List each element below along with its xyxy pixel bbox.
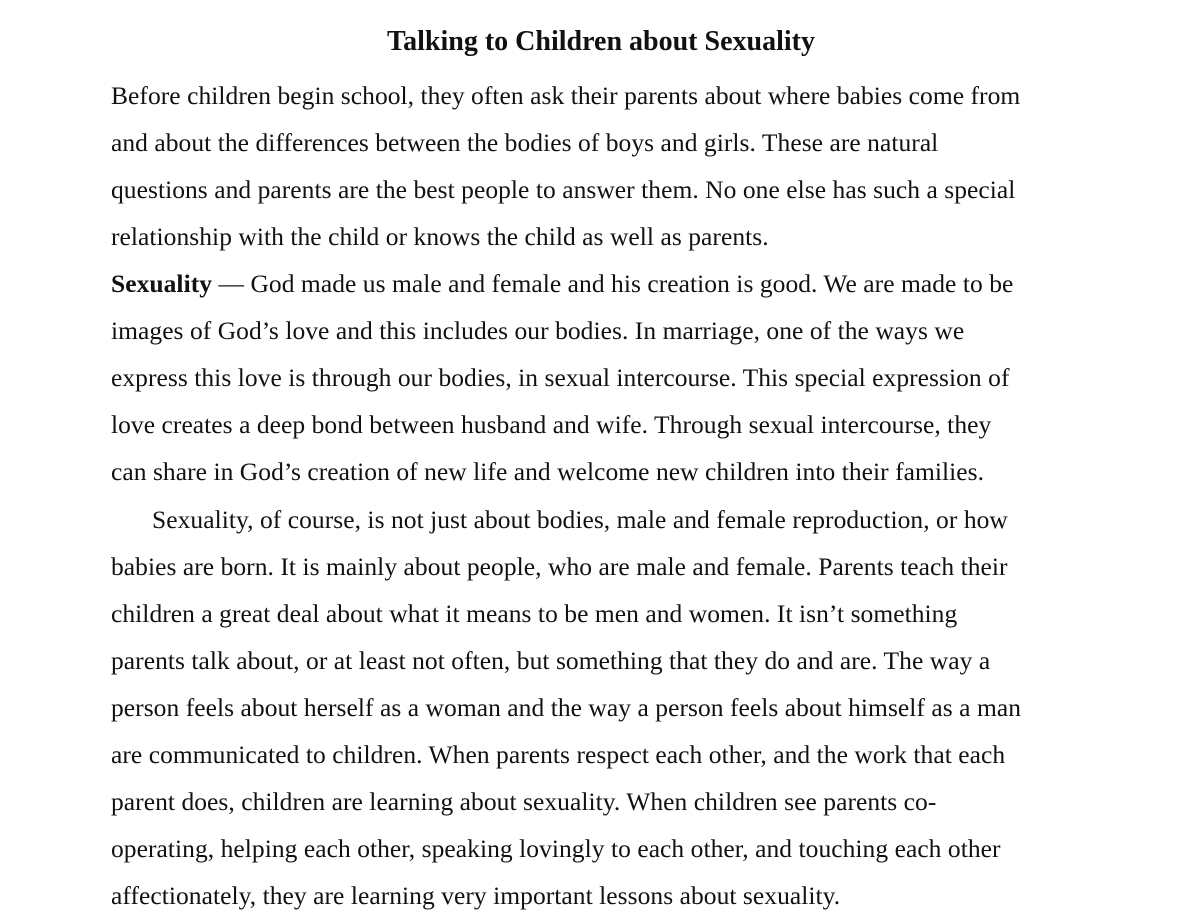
text-line: questions and parents are the best people to answer them. No one else has such a special bbox=[111, 175, 1016, 204]
document-title: Talking to Children about Sexuality bbox=[387, 26, 815, 57]
text-line: love creates a deep bond between husband and wife. Through sexual intercourse, they bbox=[111, 410, 992, 439]
text-line: Before children begin school, they often ask their parents about where babies come from bbox=[111, 81, 1021, 110]
text-line: express this love is through our bodies, in sexual intercourse. This special expression of bbox=[111, 363, 1010, 392]
text-line: children a great deal about what it means to be men and women. It isn’t something bbox=[111, 599, 958, 628]
text-line: babies are born. It is mainly about people, who are male and female. Parents teach their bbox=[111, 552, 1008, 581]
text-line: parent does, children are learning about sexuality. When children see parents co- bbox=[111, 787, 937, 816]
text-line: operating, helping each other, speaking lovingly to each other, and touching each other bbox=[111, 834, 1001, 863]
text-line: images of God’s love and this includes our bodies. In marriage, one of the ways we bbox=[111, 316, 965, 345]
text-line: and about the differences between the bodies of boys and girls. These are natural bbox=[111, 128, 939, 157]
text-line: parents talk about, or at least not often, but something that they do and are. The way a bbox=[111, 646, 991, 675]
text-line: are communicated to children. When parents respect each other, and the work that each bbox=[111, 740, 1006, 769]
text-line: relationship with the child or knows the child as well as parents. bbox=[111, 222, 769, 251]
text-line: affectionately, they are learning very important lessons about sexuality. bbox=[111, 881, 841, 910]
text-line: person feels about herself as a woman and the way a person feels about himself as a man bbox=[111, 693, 1021, 722]
text-line: can share in God’s creation of new life and welcome new children into their families. bbox=[111, 457, 985, 486]
text-line: Sexuality, of course, is not just about bodies, male and female reproduction, or how bbox=[152, 505, 1008, 534]
text-line bbox=[111, 268, 1013, 300]
sexuality-heading: Sexuality bbox=[111, 269, 213, 298]
sexuality-first-line-text: — God made us male and female and his creation is good. We are made to be bbox=[212, 269, 1014, 298]
